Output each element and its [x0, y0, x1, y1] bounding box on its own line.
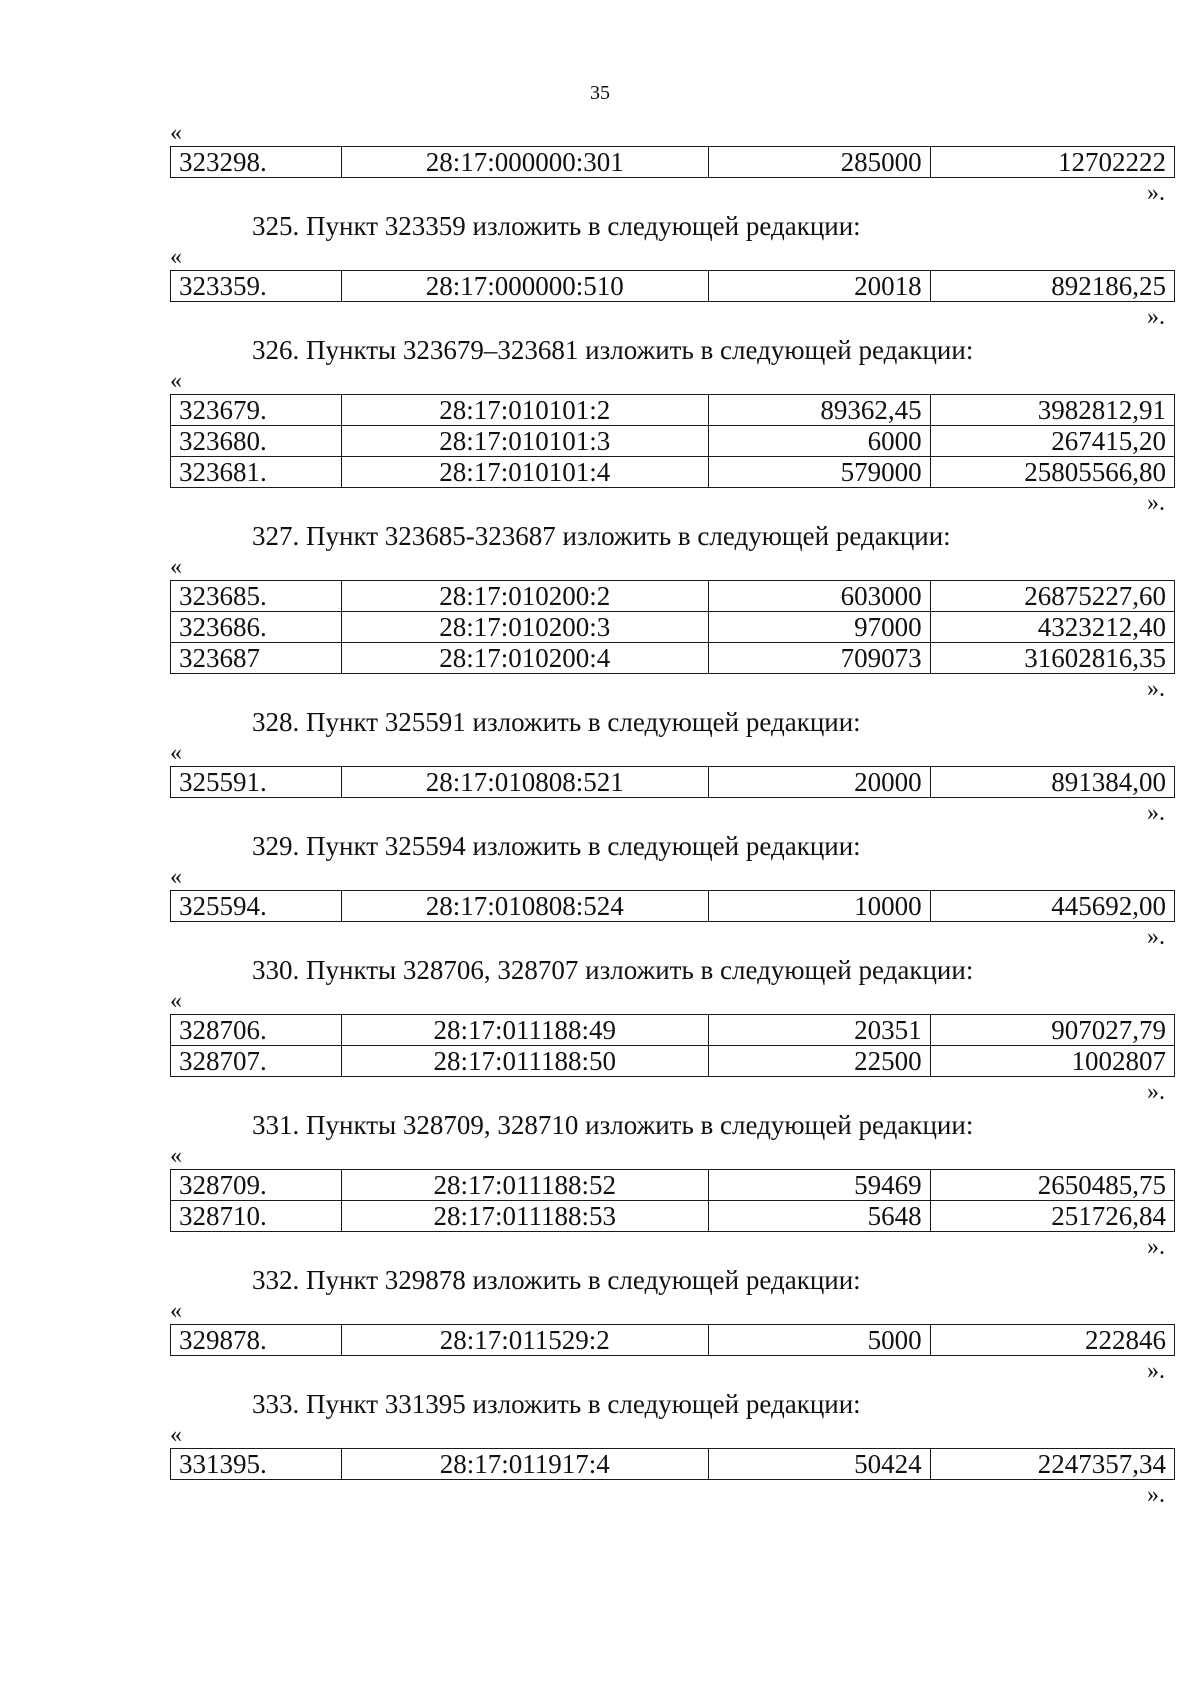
- closing-quote: ».: [1147, 676, 1165, 702]
- amendment-block: [170, 828, 1175, 952]
- area-cell: 97000: [708, 612, 930, 643]
- cadastral-value-cell: 251726,84: [930, 1201, 1174, 1232]
- area-cell: 20351: [708, 1015, 930, 1046]
- table-row: [171, 1201, 1175, 1232]
- amendment-instruction: 332. Пункт 329878 изложить в следующей редакции:: [252, 1265, 861, 1295]
- amendment-instruction: 330. Пункты 328706, 328707 изложить в следующей редакции:: [252, 955, 974, 985]
- cadastral-value-cell: 4323212,40: [930, 612, 1174, 643]
- item-number-cell: 325591.: [171, 767, 342, 798]
- closing-quote: ».: [1147, 1234, 1165, 1260]
- cadastral-number-cell: 28:17:011917:4: [341, 1449, 708, 1480]
- cadastral-value-cell: 1002807: [930, 1046, 1174, 1077]
- cadastral-number-cell: 28:17:010200:2: [341, 581, 708, 612]
- item-number-cell: 331395.: [171, 1449, 342, 1480]
- opening-quote: «: [170, 554, 182, 580]
- item-number-cell: 328710.: [171, 1201, 342, 1232]
- land-plot-table: [170, 1169, 1175, 1232]
- cadastral-number-cell: 28:17:000000:301: [341, 147, 708, 178]
- opening-quote: «: [170, 1298, 182, 1324]
- area-cell: 20018: [708, 271, 930, 302]
- amendment-block: [170, 518, 1175, 704]
- item-number-cell: 323680.: [171, 426, 342, 457]
- item-number-cell: 329878.: [171, 1325, 342, 1356]
- area-cell: 285000: [708, 147, 930, 178]
- item-number-cell: 328706.: [171, 1015, 342, 1046]
- table-row: [171, 643, 1175, 674]
- amendment-instruction: 326. Пункты 323679–323681 изложить в следующей редакции:: [252, 335, 974, 365]
- document-content: [170, 120, 1175, 1510]
- land-plot-table: [170, 146, 1175, 178]
- cadastral-value-cell: 445692,00: [930, 891, 1174, 922]
- amendment-instruction: 325. Пункт 323359 изложить в следующей редакции:: [252, 211, 861, 241]
- land-plot-table: [170, 394, 1175, 488]
- area-cell: 10000: [708, 891, 930, 922]
- cadastral-number-cell: 28:17:000000:510: [341, 271, 708, 302]
- amendment-block: [170, 120, 1175, 208]
- opening-quote: «: [170, 864, 182, 890]
- land-plot-table: [170, 580, 1175, 674]
- opening-quote: «: [170, 244, 182, 270]
- closing-quote: ».: [1147, 180, 1165, 206]
- table-row: [171, 612, 1175, 643]
- table-row: [171, 1449, 1175, 1480]
- item-number-cell: 323686.: [171, 612, 342, 643]
- area-cell: 5000: [708, 1325, 930, 1356]
- area-cell: 89362,45: [708, 395, 930, 426]
- opening-quote: «: [170, 1143, 182, 1169]
- land-plot-table: [170, 1014, 1175, 1077]
- table-row: [171, 457, 1175, 488]
- amendment-instruction: 327. Пункт 323685-323687 изложить в следующей редакции:: [252, 521, 951, 551]
- cadastral-number-cell: 28:17:010808:521: [341, 767, 708, 798]
- item-number-cell: 323679.: [171, 395, 342, 426]
- amendment-instruction: 328. Пункт 325591 изложить в следующей редакции:: [252, 707, 861, 737]
- closing-quote: ».: [1147, 1482, 1165, 1508]
- closing-quote: ».: [1147, 1358, 1165, 1384]
- table-row: [171, 581, 1175, 612]
- cadastral-number-cell: 28:17:011188:50: [341, 1046, 708, 1077]
- item-number-cell: 323687: [171, 643, 342, 674]
- closing-quote: ».: [1147, 924, 1165, 950]
- cadastral-value-cell: 891384,00: [930, 767, 1174, 798]
- opening-quote: «: [170, 368, 182, 394]
- cadastral-number-cell: 28:17:010200:3: [341, 612, 708, 643]
- area-cell: 6000: [708, 426, 930, 457]
- cadastral-value-cell: 892186,25: [930, 271, 1174, 302]
- item-number-cell: 325594.: [171, 891, 342, 922]
- table-row: [171, 426, 1175, 457]
- cadastral-number-cell: 28:17:011529:2: [341, 1325, 708, 1356]
- land-plot-table: [170, 766, 1175, 798]
- amendment-block: [170, 208, 1175, 332]
- table-row: [171, 1046, 1175, 1077]
- opening-quote: «: [170, 988, 182, 1014]
- cadastral-value-cell: 2247357,34: [930, 1449, 1174, 1480]
- opening-quote: «: [170, 120, 182, 146]
- amendment-instruction: 333. Пункт 331395 изложить в следующей редакции:: [252, 1389, 861, 1419]
- cadastral-number-cell: 28:17:010101:2: [341, 395, 708, 426]
- page-number: 35: [590, 82, 610, 104]
- item-number-cell: 323685.: [171, 581, 342, 612]
- table-row: [171, 147, 1175, 178]
- cadastral-value-cell: 26875227,60: [930, 581, 1174, 612]
- table-row: [171, 1170, 1175, 1201]
- area-cell: 5648: [708, 1201, 930, 1232]
- amendment-block: [170, 952, 1175, 1107]
- item-number-cell: 323681.: [171, 457, 342, 488]
- table-row: [171, 1325, 1175, 1356]
- table-row: [171, 891, 1175, 922]
- table-row: [171, 271, 1175, 302]
- cadastral-value-cell: 2650485,75: [930, 1170, 1174, 1201]
- cadastral-value-cell: 907027,79: [930, 1015, 1174, 1046]
- amendment-block: [170, 332, 1175, 518]
- closing-quote: ».: [1147, 304, 1165, 330]
- cadastral-value-cell: 267415,20: [930, 426, 1174, 457]
- cadastral-value-cell: 3982812,91: [930, 395, 1174, 426]
- cadastral-number-cell: 28:17:011188:52: [341, 1170, 708, 1201]
- closing-quote: ».: [1147, 490, 1165, 516]
- area-cell: 709073: [708, 643, 930, 674]
- land-plot-table: [170, 270, 1175, 302]
- cadastral-number-cell: 28:17:010101:3: [341, 426, 708, 457]
- cadastral-number-cell: 28:17:010808:524: [341, 891, 708, 922]
- area-cell: 59469: [708, 1170, 930, 1201]
- cadastral-number-cell: 28:17:011188:49: [341, 1015, 708, 1046]
- table-row: [171, 395, 1175, 426]
- closing-quote: ».: [1147, 1079, 1165, 1105]
- cadastral-value-cell: 12702222: [930, 147, 1174, 178]
- area-cell: 20000: [708, 767, 930, 798]
- table-row: [171, 767, 1175, 798]
- item-number-cell: 328707.: [171, 1046, 342, 1077]
- cadastral-value-cell: 25805566,80: [930, 457, 1174, 488]
- cadastral-value-cell: 222846: [930, 1325, 1174, 1356]
- amendment-instruction: 331. Пункты 328709, 328710 изложить в следующей редакции:: [252, 1110, 974, 1140]
- closing-quote: ».: [1147, 800, 1165, 826]
- amendment-block: [170, 704, 1175, 828]
- amendment-block: [170, 1107, 1175, 1262]
- area-cell: 50424: [708, 1449, 930, 1480]
- amendment-instruction: 329. Пункт 325594 изложить в следующей редакции:: [252, 831, 861, 861]
- opening-quote: «: [170, 1422, 182, 1448]
- land-plot-table: [170, 1324, 1175, 1356]
- cadastral-value-cell: 31602816,35: [930, 643, 1174, 674]
- item-number-cell: 328709.: [171, 1170, 342, 1201]
- land-plot-table: [170, 1448, 1175, 1480]
- cadastral-number-cell: 28:17:010101:4: [341, 457, 708, 488]
- land-plot-table: [170, 890, 1175, 922]
- cadastral-number-cell: 28:17:010200:4: [341, 643, 708, 674]
- item-number-cell: 323298.: [171, 147, 342, 178]
- area-cell: 22500: [708, 1046, 930, 1077]
- opening-quote: «: [170, 740, 182, 766]
- item-number-cell: 323359.: [171, 271, 342, 302]
- amendment-block: [170, 1386, 1175, 1510]
- area-cell: 603000: [708, 581, 930, 612]
- cadastral-number-cell: 28:17:011188:53: [341, 1201, 708, 1232]
- area-cell: 579000: [708, 457, 930, 488]
- table-row: [171, 1015, 1175, 1046]
- amendment-block: [170, 1262, 1175, 1386]
